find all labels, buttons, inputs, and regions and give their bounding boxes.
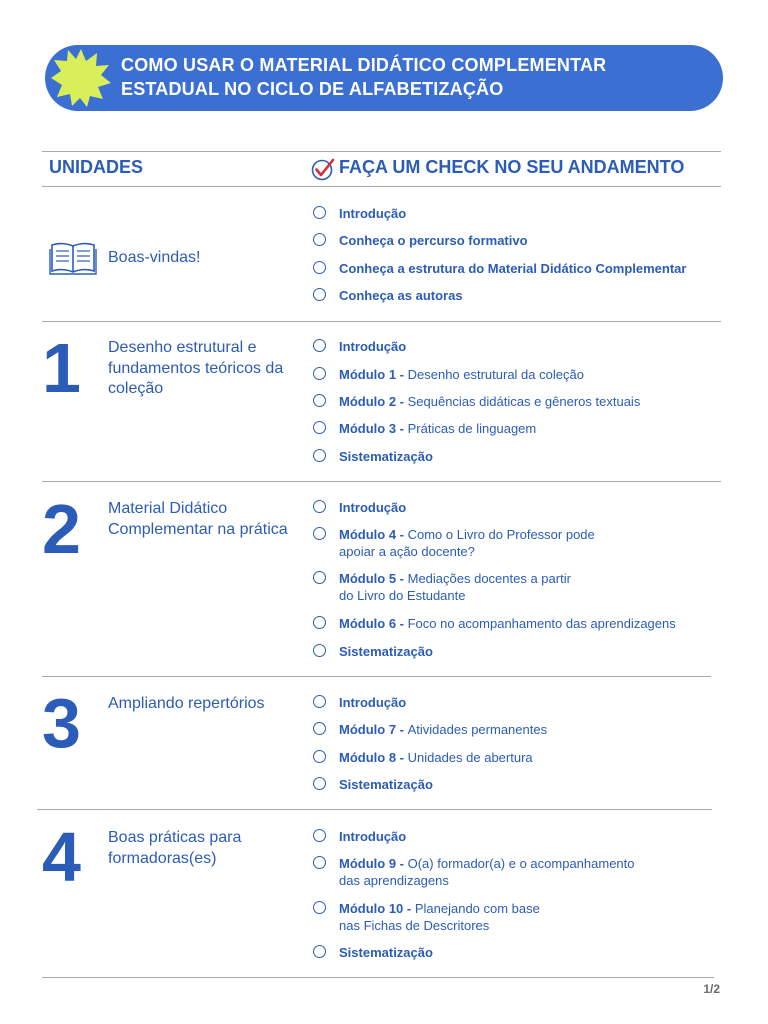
unit-number-3: 3 [42,684,81,762]
radio-circle-icon[interactable] [313,750,326,763]
check-column-heading: FAÇA UM CHECK NO SEU ANDAMENTO [339,157,685,177]
item-label: Mediações docentes a partir do Livro do Estudante [339,571,571,603]
item-lead: Módulo 7 - [339,722,408,737]
radio-circle-icon[interactable] [313,901,326,914]
item-label: O(a) formador(a) e o acompanhamento das aprendizagens [339,856,635,888]
radio-circle-icon[interactable] [313,500,326,513]
open-book-icon [49,241,97,275]
item-label: Sistematização [339,945,433,960]
radio-circle-icon[interactable] [313,288,326,301]
unit-number-2: 2 [42,490,81,568]
radio-circle-icon[interactable] [313,421,326,434]
radio-circle-icon[interactable] [313,695,326,708]
item-label: Foco no acompanhamento das aprendizagens [407,616,676,631]
units-column-heading: UNIDADES [49,157,144,177]
item-label: Introdução [339,695,407,710]
unit-name-1: Desenho estrutural e fundamentos teóricos da coleção [108,339,284,397]
item-label: Sistematização [339,644,433,659]
radio-circle-icon[interactable] [313,206,326,219]
banner-title-line1: COMO USAR O MATERIAL DIDÁTICO COMPLEMENTAR [121,55,607,75]
radio-circle-icon[interactable] [313,777,326,790]
item-lead: Módulo 3 - [339,421,408,436]
check-mark-icon [311,157,335,181]
item-lead: Módulo 10 - [339,901,415,916]
header-top-rule [42,151,721,152]
radio-circle-icon[interactable] [313,233,326,246]
unit-number-1: 1 [42,329,81,407]
item-label: Planejando com base nas Fichas de Descritores [339,901,540,933]
section-divider [42,321,721,322]
section-divider [42,481,721,482]
item-label: Introdução [339,206,407,221]
item-label: Conheça as autoras [339,288,463,303]
radio-circle-icon[interactable] [313,856,326,869]
item-label: Sistematização [339,449,433,464]
radio-circle-icon[interactable] [313,616,326,629]
radio-circle-icon[interactable] [313,449,326,462]
radio-circle-icon[interactable] [313,829,326,842]
header-bottom-rule [42,186,721,187]
unit-name-welcome: Boas-vindas! [108,249,201,266]
item-label: Conheça a estrutura do Material Didático Complementar [339,261,687,276]
item-lead: Módulo 2 - [339,394,408,409]
radio-circle-icon[interactable] [313,394,326,407]
item-lead: Módulo 4 - [339,527,408,542]
starburst-icon [51,47,111,107]
unit-name-2: Material Didático Complementar na prática [108,500,288,538]
unit-number-4: 4 [42,818,81,896]
item-label: Desenho estrutural da coleção [407,367,584,382]
item-lead: Módulo 5 - [339,571,408,586]
unit-name-4: Boas práticas para formadoras(es) [108,829,242,867]
section-divider [37,809,712,810]
item-label: Sequências didáticas e gêneros textuais [407,394,641,409]
item-lead: Módulo 1 - [339,367,408,382]
item-label: Introdução [339,829,407,844]
radio-circle-icon[interactable] [313,339,326,352]
banner-title [121,53,711,101]
section-divider [42,676,711,677]
item-label: Introdução [339,500,407,515]
item-lead: Módulo 9 - [339,856,408,871]
unit-name-3: Ampliando repertórios [108,695,265,712]
footer-rule [42,977,714,978]
item-label: Unidades de abertura [407,750,533,765]
item-label: Práticas de linguagem [407,421,537,436]
item-label: Sistematização [339,777,433,792]
radio-circle-icon[interactable] [313,367,326,380]
item-label: Como o Livro do Professor pode apoiar a ação docente? [339,527,595,559]
radio-circle-icon[interactable] [313,644,326,657]
radio-circle-icon[interactable] [313,261,326,274]
item-label: Introdução [339,339,407,354]
radio-circle-icon[interactable] [313,571,326,584]
banner-title-line2: ESTADUAL NO CICLO DE ALFABETIZAÇÃO [121,79,504,99]
radio-circle-icon[interactable] [313,945,326,958]
item-lead: Módulo 8 - [339,750,408,765]
item-lead: Módulo 6 - [339,616,408,631]
radio-circle-icon[interactable] [313,722,326,735]
item-label: Conheça o percurso formativo [339,233,528,248]
radio-circle-icon[interactable] [313,527,326,540]
item-label: Atividades permanentes [407,722,548,737]
page-number: 1/2 [703,982,720,996]
